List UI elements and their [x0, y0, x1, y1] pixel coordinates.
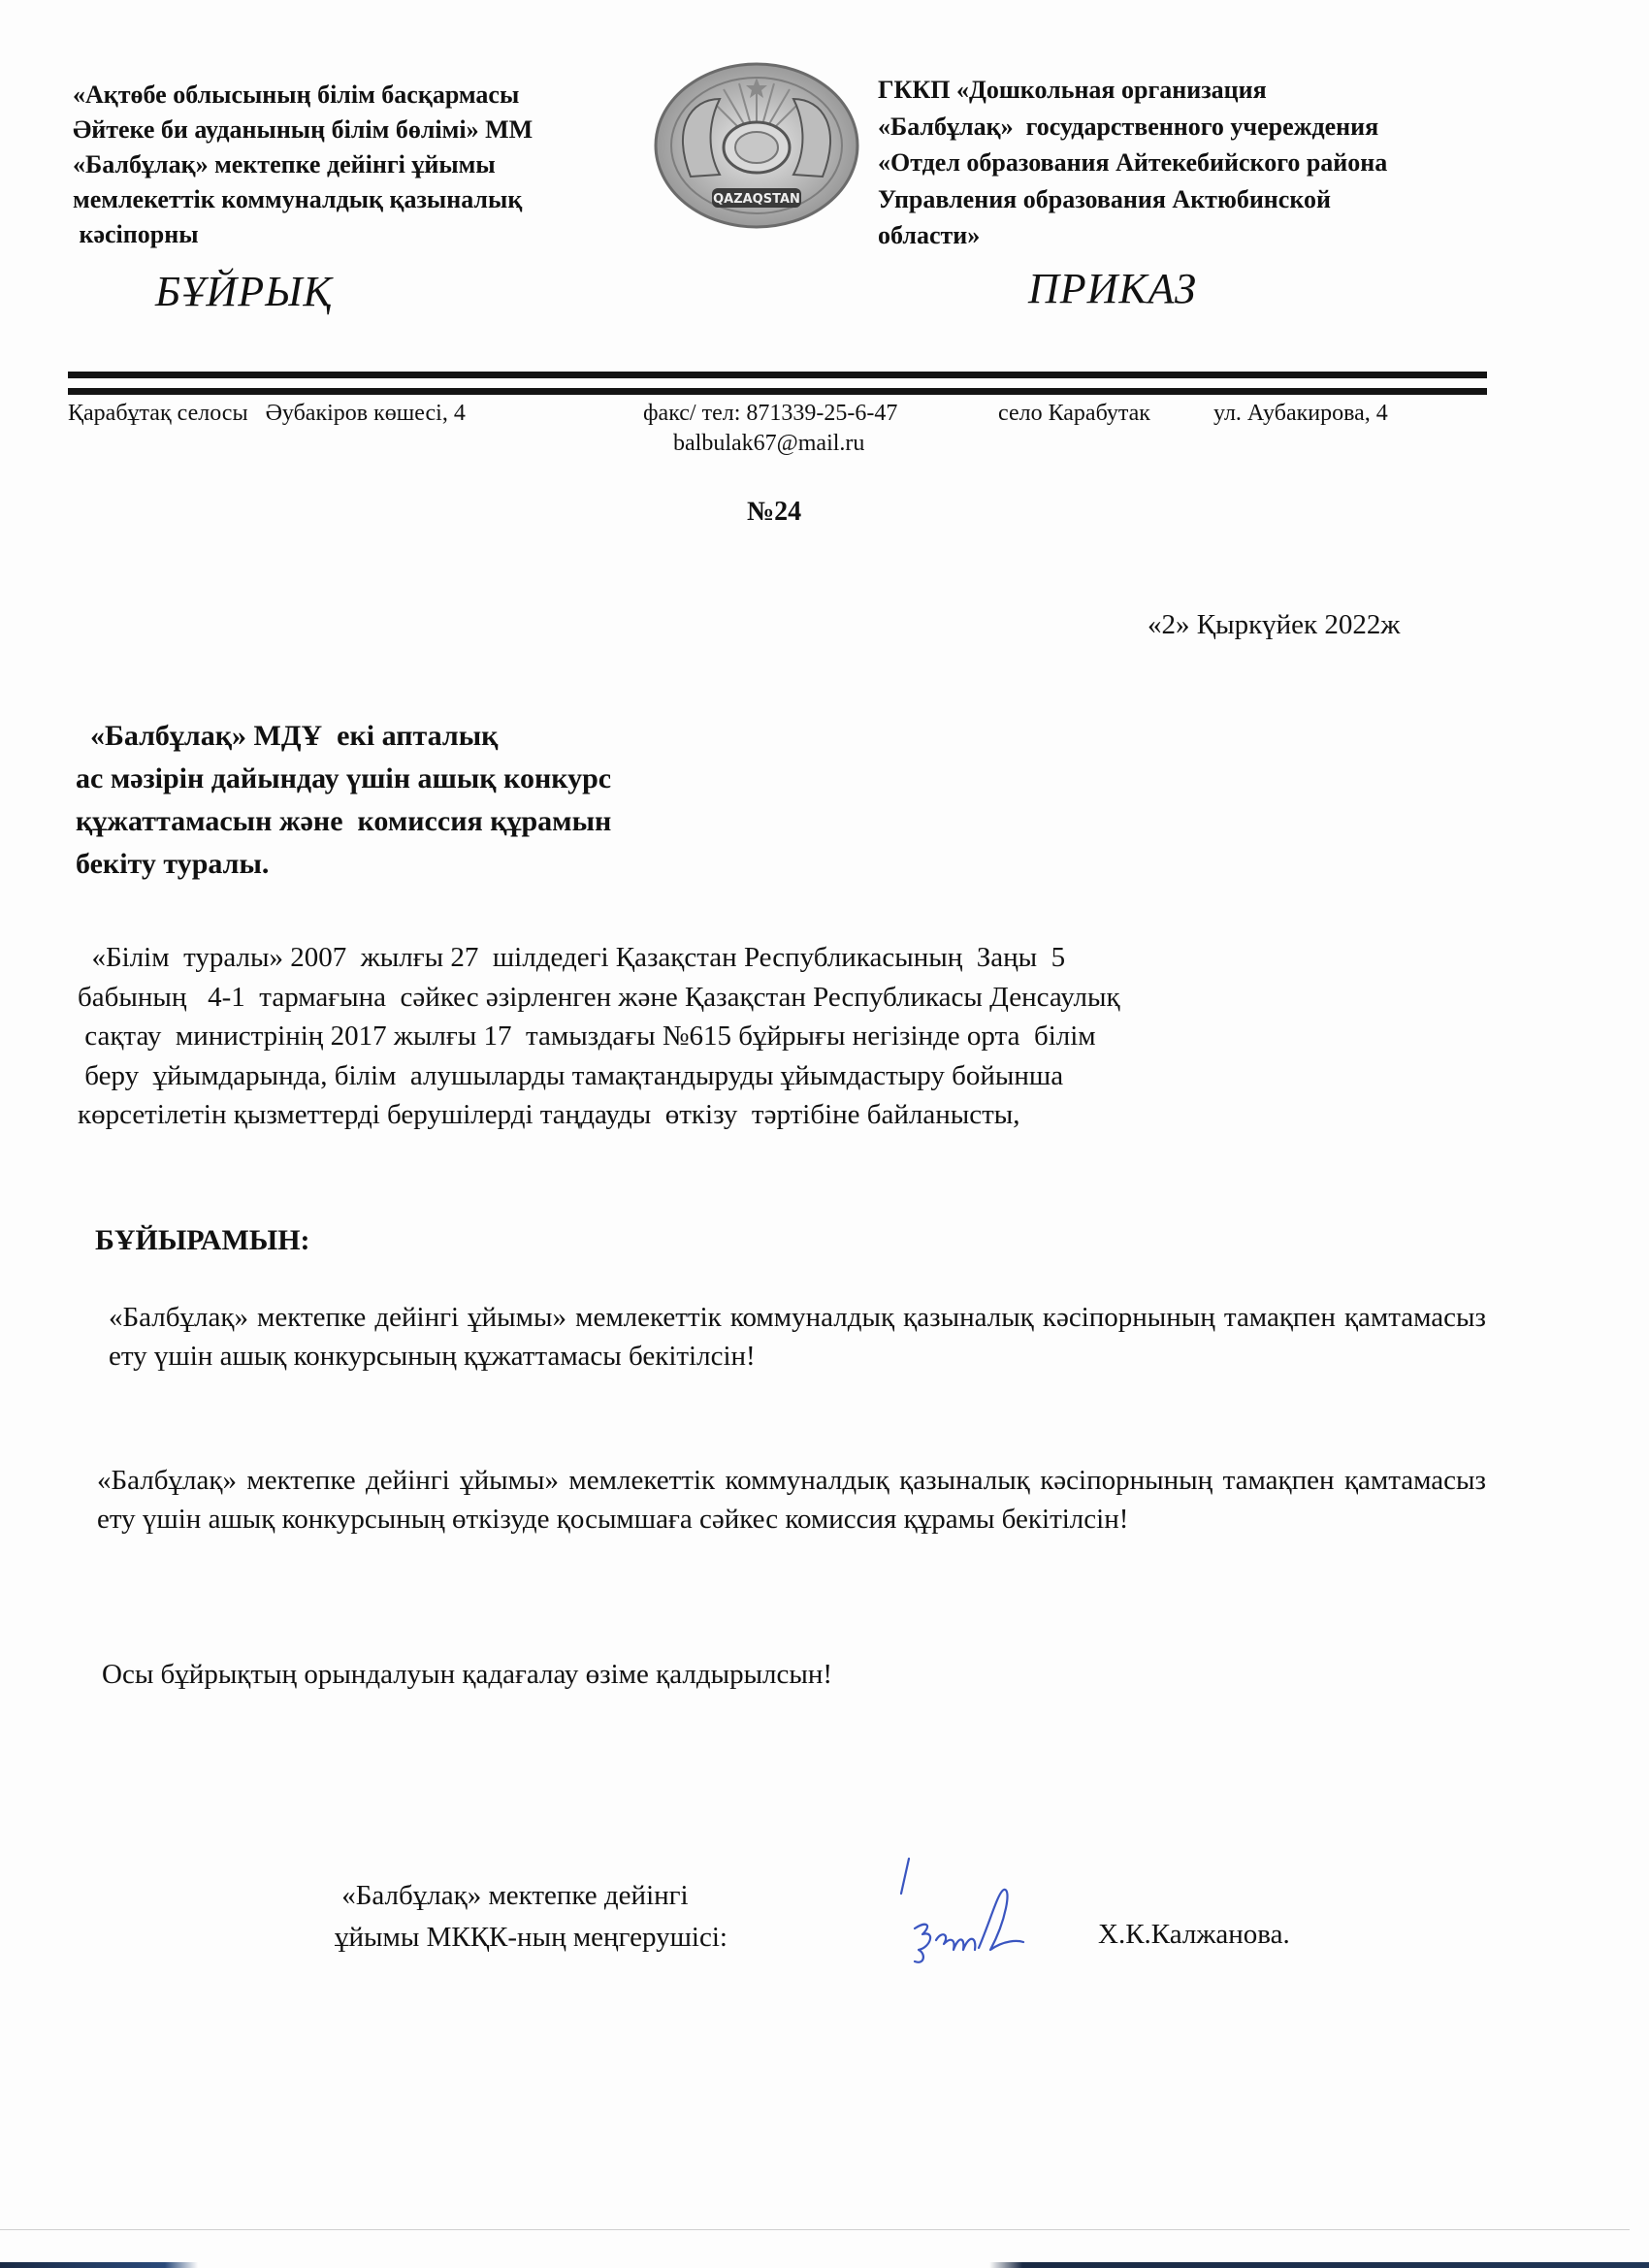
- subject-line: құжаттамасын және комиссия құрамын: [76, 805, 612, 837]
- page-bottom-divider: [0, 2229, 1630, 2230]
- scan-edge-artifact: [0, 2262, 1649, 2268]
- org-line: «Отдел образования Айтекебийского района: [878, 148, 1388, 177]
- signatory-name: Х.К.Калжанова.: [1098, 1919, 1290, 1950]
- order-number: №24: [747, 497, 802, 527]
- subject-line: бекіту туралы.: [76, 848, 270, 880]
- order-item-3: Осы бұйрықтың орындалуын қадағалау өзіме қалдырылсын!: [102, 1659, 833, 1690]
- preamble-line: «Білім туралы» 2007 жылғы 27 шілдедегі Қазақстан Республикасының Заңы 5: [78, 942, 1066, 973]
- order-item-1: «Балбұлақ» мектепке дейінгі ұйымы» мемлекеттік коммуналдық қазыналық кәсіпорнының тамақпен қамтамасыз ету үшін ашық конкурсының құжаттамасы бекітілсін!: [109, 1302, 1486, 1372]
- email-link[interactable]: balbulak67@mail.ru: [673, 431, 865, 456]
- header-divider-top: [68, 372, 1487, 378]
- preamble-line: беру ұйымдарында, білім алушыларды тамақтандыруды ұйымдастыру бойынша: [78, 1059, 1064, 1091]
- org-line: кәсіпорны: [73, 220, 199, 248]
- signatory-position: [335, 1875, 728, 1959]
- order-preamble: [78, 938, 1484, 1135]
- order-subject: [76, 715, 611, 886]
- document-title-kazakh: БҰЙРЫҚ: [155, 268, 333, 315]
- org-line: «Балбұлақ» государственного учереждения: [878, 112, 1379, 141]
- emblem-caption: QAZAQSTAN: [713, 192, 800, 207]
- header-divider-bottom: [68, 388, 1487, 395]
- phone-fax: факс/ тел: 871339-25-6-47: [643, 401, 898, 426]
- address-russian-village: село Карабутак: [998, 401, 1150, 426]
- address-kazakh: Қарабұтақ селосы Әубакіров көшесі, 4: [68, 401, 466, 426]
- org-line: мемлекеттік коммуналдық қазыналық: [73, 185, 523, 213]
- preamble-line: сақтау министрінің 2017 жылғы 17 тамыздағы №615 бұйрығы негізінде орта білім: [78, 1021, 1096, 1052]
- subject-line: «Балбұлақ» МДҰ екі апталық: [76, 720, 499, 752]
- document-title-russian: ПРИКАЗ: [1028, 265, 1197, 312]
- address-russian-street: ул. Аубакирова, 4: [1213, 401, 1388, 426]
- org-line: Әйтеке би ауданының білім бөлімі» ММ: [73, 115, 534, 144]
- order-item-2: «Балбұлақ» мектепке дейінгі ұйымы» мемлекеттік коммуналдық қазыналық кәсіпорнының тамақпен қамтамасыз ету үшін ашық конкурсының өткізуде қосымшаға сәйкес комиссия құрамы бекітілсін!: [97, 1465, 1486, 1535]
- org-line: ГККП «Дошкольная организация: [878, 76, 1267, 104]
- position-line: ұйымы МКҚК-ның меңгерушісі:: [335, 1922, 728, 1953]
- org-line: «Балбұлақ» мектепке дейінгі ұйымы: [73, 150, 496, 178]
- order-directive-heading: БҰЙЫРАМЫН:: [95, 1224, 310, 1256]
- kazakhstan-state-emblem-icon: [652, 60, 861, 231]
- preamble-line: көрсетілетін қызметтерді берушілерді таңдауды өткізу тәртібіне байланысты,: [78, 1099, 1020, 1130]
- org-name-kazakh: [73, 78, 655, 252]
- org-line: Управления образования Актюбинской: [878, 184, 1331, 213]
- preamble-line: бабының 4-1 тармағына сәйкес әзірленген және Қазақстан Республикасы Денсаулық: [78, 981, 1120, 1013]
- org-line: «Ақтөбе облысының білім басқармасы: [73, 81, 520, 109]
- org-name-russian: [878, 72, 1499, 254]
- subject-line: ас мәзірін дайындау үшін ашық конкурс: [76, 762, 612, 794]
- position-line: «Балбұлақ» мектепке дейінгі: [335, 1880, 689, 1911]
- org-line: области»: [878, 221, 981, 249]
- handwritten-signature-icon: [897, 1853, 1062, 1979]
- order-date: «2» Қыркүйек 2022ж: [1148, 609, 1401, 640]
